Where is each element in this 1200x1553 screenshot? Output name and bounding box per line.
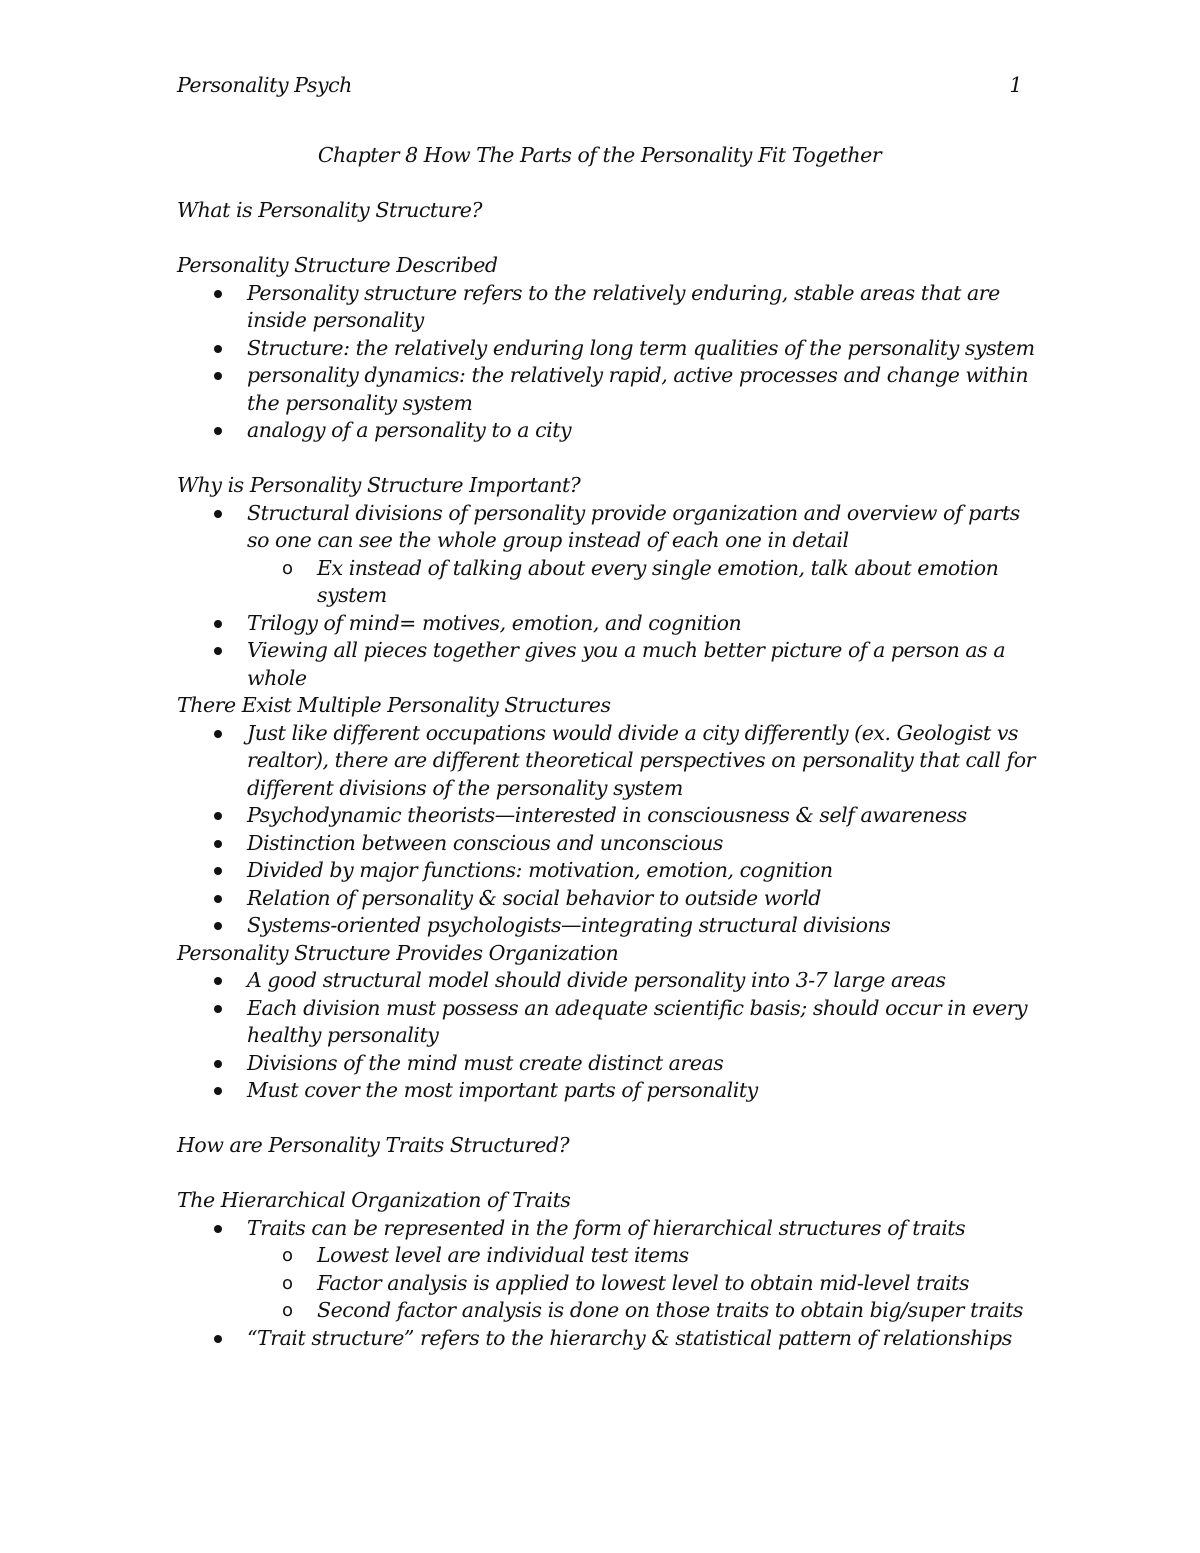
sub-bullet-item: o Lowest level are individual test items xyxy=(317,1242,1037,1270)
bullet-item: Psychodynamic theorists—interested in consciousness & self awareness xyxy=(247,802,1037,830)
bullet-item: Personality structure refers to the relatively enduring, stable areas that are inside personality xyxy=(247,280,1037,335)
bullet-item: A good structural model should divide personality into 3-7 large areas xyxy=(247,967,1037,995)
bullet-item: Distinction between conscious and unconscious xyxy=(247,830,1037,858)
bullet-item: Viewing all pieces together gives you a much better picture of a person as a whole xyxy=(247,637,1037,692)
bullet-item: personality dynamics: the relatively rapid, active processes and change within the personality system xyxy=(247,362,1037,417)
bullet-list xyxy=(177,280,1037,445)
bullet-item: Just like different occupations would divide a city differently (ex. Geologist vs realtor), there are different theoretical perspectives on personality that call for different divisions of the personality system xyxy=(247,720,1037,803)
bullet-list xyxy=(177,500,1037,693)
bullet-text: Structural divisions of personality provide organization and overview of parts so one can see the whole group instead of each one in detail xyxy=(247,500,1020,552)
header-title: Personality Psych xyxy=(177,73,352,97)
bullet-item: “Trait structure” refers to the hierarchy & statistical pattern of relationships xyxy=(247,1325,1037,1353)
section-heading: Personality Structure Provides Organization xyxy=(177,940,619,965)
bullet-item: Divisions of the mind must create distinct areas xyxy=(247,1050,1037,1078)
document-body xyxy=(177,142,1037,1352)
section-heading: Personality Structure Described xyxy=(177,253,498,277)
bullet-item: Relation of personality & social behavior to outside world xyxy=(247,885,1037,913)
section-heading: What is Personality Structure? xyxy=(177,198,483,222)
sub-bullet-list xyxy=(247,555,1037,610)
section-heading: The Hierarchical Organization of Traits xyxy=(177,1188,571,1212)
bullet-list xyxy=(177,967,1037,1105)
bullet-list xyxy=(177,1215,1037,1353)
sub-bullet-item: o Factor analysis is applied to lowest level to obtain mid-level traits xyxy=(317,1270,1037,1298)
page-number: 1 xyxy=(1009,73,1022,97)
bullet-item: Must cover the most important parts of personality xyxy=(247,1077,1037,1105)
bullet-item: analogy of a personality to a city xyxy=(247,417,1037,445)
chapter-title: Chapter 8 How The Parts of the Personality Fit Together xyxy=(317,143,882,167)
sub-bullet-list xyxy=(247,1242,1037,1325)
bullet-item: Structure: the relatively enduring long term qualities of the personality system xyxy=(247,335,1037,363)
sub-bullet-item: o Second factor analysis is done on those traits to obtain big/super traits xyxy=(317,1297,1037,1325)
section-heading: How are Personality Traits Structured? xyxy=(177,1133,570,1157)
bullet-text: Traits can be represented in the form of hierarchical structures of traits xyxy=(247,1215,966,1240)
bullet-item xyxy=(247,1215,1037,1325)
sub-bullet-item: o Ex instead of talking about every single emotion, talk about emotion system xyxy=(317,555,1037,610)
bullet-item: Each division must possess an adequate scientific basis; should occur in every healthy personality xyxy=(247,995,1037,1050)
section-heading: There Exist Multiple Personality Structures xyxy=(177,693,611,717)
bullet-item: Trilogy of mind= motives, emotion, and cognition xyxy=(247,610,1037,638)
bullet-item: Systems-oriented psychologists—integrating structural divisions xyxy=(247,912,1037,940)
bullet-list xyxy=(177,720,1037,940)
bullet-item xyxy=(247,500,1037,610)
bullet-item: Divided by major functions: motivation, emotion, cognition xyxy=(247,857,1037,885)
section-heading: Why is Personality Structure Important? xyxy=(177,473,581,497)
page-header xyxy=(177,72,1022,100)
